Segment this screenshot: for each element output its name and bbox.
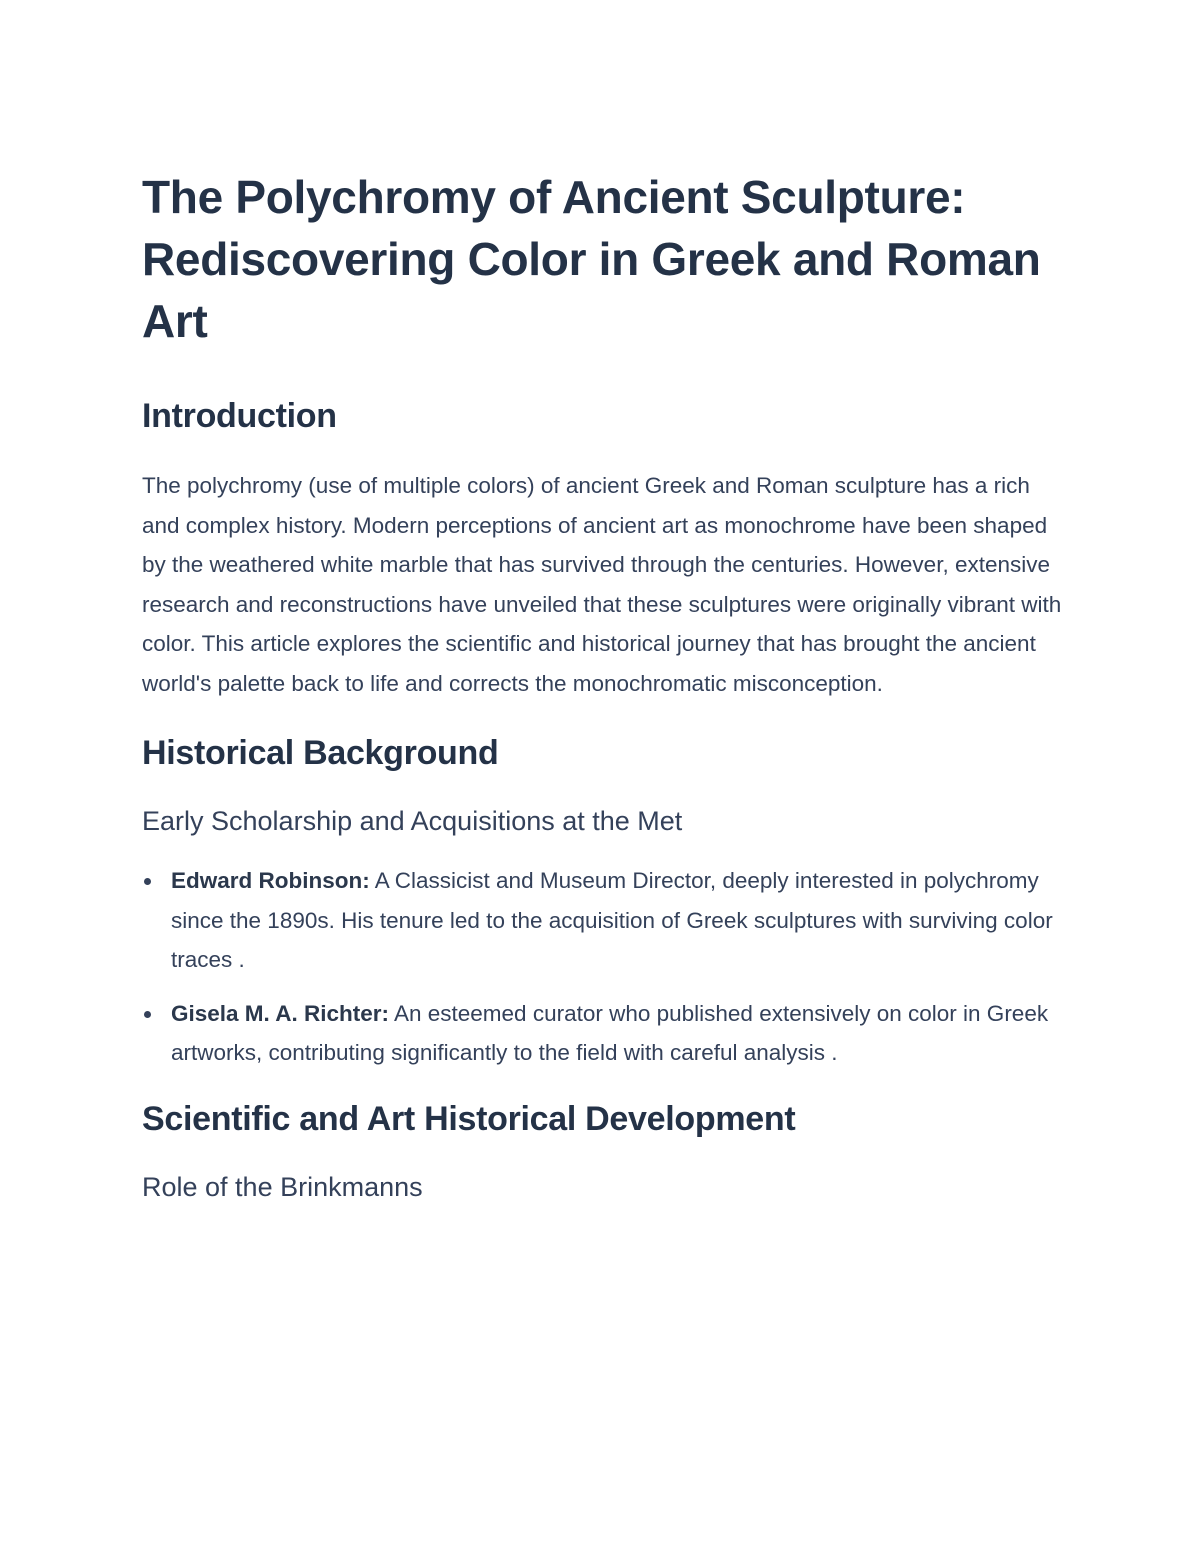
section-heading-introduction: Introduction (142, 397, 337, 435)
section-heading-historical-background: Historical Background (142, 734, 499, 772)
list-item-text: A Classicist and Museum Director, deeply interested in polychromy since the 1890s. His tenure led to the acquisition of Greek sculptures with surviving color traces . (171, 868, 1053, 972)
list-item (142, 994, 1067, 1073)
document-page (142, 166, 1067, 1205)
introduction-paragraph: The polychromy (use of multiple colors) of ancient Greek and Roman sculpture has a rich and complex history. Modern perceptions of ancient art as monochrome have been shaped by the weathered white marble that has survived through the centuries. However, extensive research and reconstructions have unveiled that these sculptures were originally vibrant with color. This article explores the scientific and historical journey that has brought the ancient world's palette back to life and corrects the monochromatic misconception. (142, 473, 1062, 696)
bullet-icon (144, 878, 151, 885)
list-item (142, 861, 1067, 980)
bullet-icon (144, 1011, 151, 1018)
section-heading-scientific-development: Scientific and Art Historical Development (142, 1099, 796, 1138)
list-item-text: An esteemed curator who published extensively on color in Greek artworks, contributing significantly to the field with careful analysis . (171, 1000, 1049, 1065)
list-item-name: Edward Robinson: (171, 868, 370, 893)
list-item-name: Gisela M. A. Richter: (171, 1000, 389, 1026)
subheading-brinkmanns: Role of the Brinkmanns (142, 1171, 423, 1202)
subheading-early-scholarship: Early Scholarship and Acquisitions at the Met (142, 806, 683, 836)
scholar-list (142, 861, 1067, 1073)
page-title: The Polychromy of Ancient Sculpture: Rediscovering Color in Greek and Roman Art (142, 171, 1041, 347)
